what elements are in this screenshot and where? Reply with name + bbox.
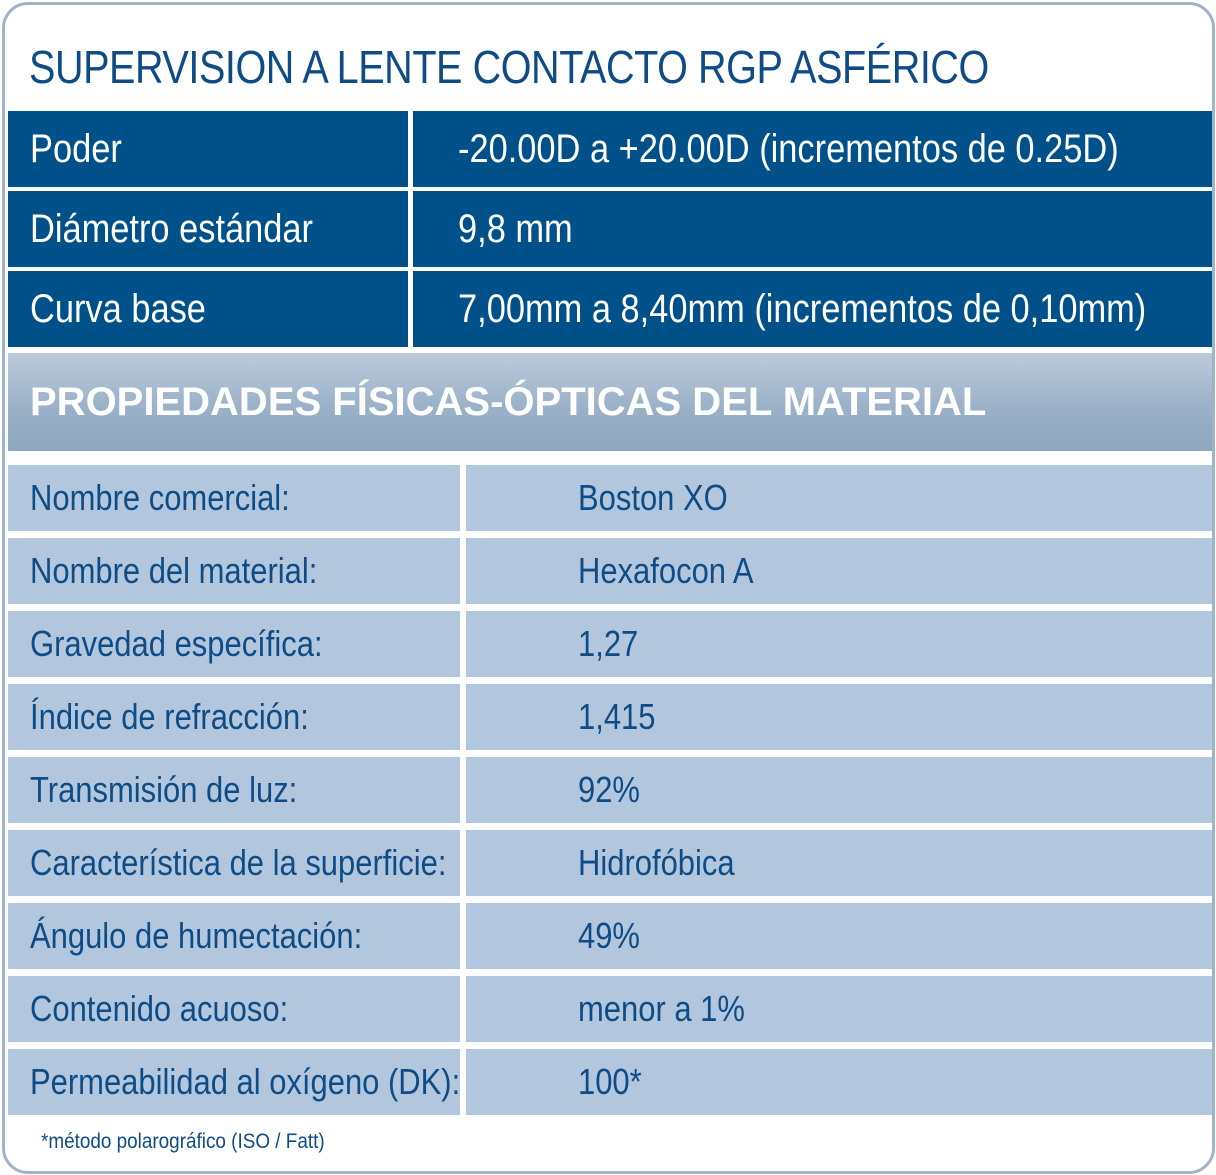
property-label: Característica de la superficie: bbox=[30, 842, 447, 883]
property-value: 1,27 bbox=[578, 623, 639, 664]
property-label: Contenido acuoso: bbox=[30, 988, 289, 1029]
column-divider bbox=[460, 903, 466, 969]
column-divider bbox=[460, 611, 466, 677]
page-title: SUPERVISION A LENTE CONTACTO RGP ASFÉRICO bbox=[29, 41, 989, 93]
property-label: Nombre comercial: bbox=[30, 477, 290, 518]
property-label: Transmisión de luz: bbox=[30, 769, 298, 810]
table-row bbox=[8, 976, 1212, 1042]
column-divider bbox=[460, 684, 466, 750]
column-divider bbox=[408, 191, 413, 267]
spec-label: Diámetro estándar bbox=[30, 207, 313, 251]
column-divider bbox=[408, 271, 413, 347]
column-divider bbox=[408, 111, 413, 187]
spec-label: Curva base bbox=[30, 287, 206, 331]
property-value: Hexafocon A bbox=[578, 550, 754, 591]
column-divider bbox=[460, 1049, 466, 1115]
column-divider bbox=[460, 976, 466, 1042]
property-label: Ángulo de humectación: bbox=[30, 915, 363, 956]
column-divider bbox=[460, 757, 466, 823]
spec-label: Poder bbox=[30, 127, 122, 171]
property-label: Permeabilidad al oxígeno (DK): bbox=[30, 1061, 461, 1102]
property-label: Nombre del material: bbox=[30, 550, 318, 591]
spec-value: 7,00mm a 8,40mm (incrementos de 0,10mm) bbox=[458, 287, 1147, 331]
section-header bbox=[8, 353, 1212, 451]
properties-table bbox=[8, 465, 1212, 1122]
column-divider bbox=[460, 538, 466, 604]
property-label: Índice de refracción: bbox=[30, 696, 309, 737]
column-divider bbox=[460, 465, 466, 531]
spec-card bbox=[2, 2, 1215, 1174]
table-row bbox=[8, 611, 1212, 677]
property-value: Boston XO bbox=[578, 477, 728, 518]
property-value: Hidrofóbica bbox=[578, 842, 735, 883]
table-row bbox=[8, 830, 1212, 896]
spec-row-power bbox=[8, 111, 1212, 187]
table-row bbox=[8, 903, 1212, 969]
spec-table bbox=[8, 111, 1212, 351]
property-label: Gravedad específica: bbox=[30, 623, 323, 664]
footnote: *método polarográfico (ISO / Fatt) bbox=[41, 1130, 325, 1153]
column-divider bbox=[460, 830, 466, 896]
property-value: menor a 1% bbox=[578, 988, 745, 1029]
section-title: PROPIEDADES FÍSICAS-ÓPTICAS DEL MATERIAL bbox=[30, 380, 987, 424]
table-row bbox=[8, 1049, 1212, 1115]
spec-row-diameter bbox=[8, 191, 1212, 267]
spec-value: 9,8 mm bbox=[458, 207, 573, 251]
property-value: 1,415 bbox=[578, 696, 656, 737]
table-row bbox=[8, 538, 1212, 604]
table-row bbox=[8, 684, 1212, 750]
spec-value: -20.00D a +20.00D (incrementos de 0.25D) bbox=[458, 127, 1119, 171]
table-row bbox=[8, 465, 1212, 531]
spec-row-base-curve bbox=[8, 271, 1212, 347]
table-row bbox=[8, 757, 1212, 823]
property-value: 100* bbox=[578, 1061, 642, 1102]
property-value: 92% bbox=[578, 769, 640, 810]
property-value: 49% bbox=[578, 915, 640, 956]
